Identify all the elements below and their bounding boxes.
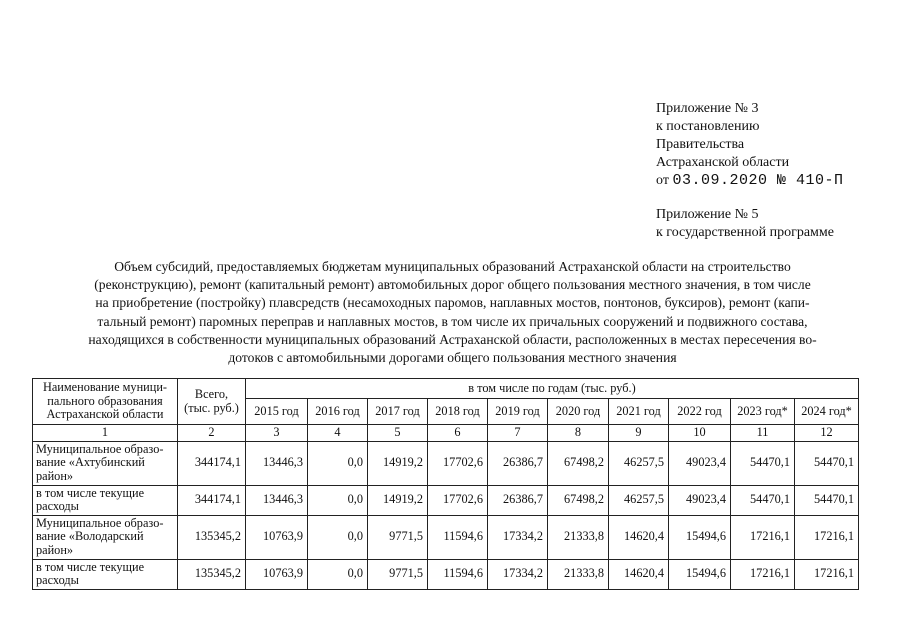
appendix-3-date-line: [656, 172, 896, 190]
header-year: 2017 год: [368, 399, 428, 425]
header-year: 2020 год: [548, 399, 609, 425]
row-value: 9771,5: [368, 559, 428, 589]
title-line: дотоков с автомобильными дорогами общего пользования местного значения: [228, 350, 677, 366]
document-title: [40, 258, 865, 367]
row-value: 10763,9: [246, 559, 308, 589]
appendix-3-line2: к постановлению: [656, 119, 760, 134]
column-number: 1: [33, 425, 178, 442]
column-number: 2: [178, 425, 246, 442]
appendix-5-line2: к государственной программе: [656, 225, 834, 240]
row-value: 17216,1: [731, 559, 795, 589]
header-total: Всего, (тыс. руб.): [178, 379, 246, 425]
row-value: 135345,2: [178, 515, 246, 559]
header-year: 2015 год: [246, 399, 308, 425]
header-municipality-name: Наименование муници- пального образования Астраханской области: [33, 379, 178, 425]
header-year: 2022 год: [669, 399, 731, 425]
appendix-3-block: [656, 100, 896, 190]
column-number-row: [33, 425, 859, 442]
column-number: 8: [548, 425, 609, 442]
row-value: 49023,4: [669, 441, 731, 485]
row-value: 0,0: [308, 441, 368, 485]
row-value: 14919,2: [368, 441, 428, 485]
row-value: 135345,2: [178, 559, 246, 589]
row-value: 17216,1: [731, 515, 795, 559]
header-year: 2019 год: [488, 399, 548, 425]
row-value: 46257,5: [609, 485, 669, 515]
handwritten-date-number: 03.09.2020 № 410-П: [672, 172, 844, 189]
row-value: 15494,6: [669, 559, 731, 589]
appendix-3-line4: Астраханской области: [656, 155, 790, 170]
table-row: [33, 515, 859, 559]
title-line: Объем субсидий, предоставляемых бюджетам муниципальных образований Астраханской области на строительство: [114, 259, 791, 274]
row-value: 17216,1: [795, 559, 859, 589]
header-by-years: в том числе по годам (тыс. руб.): [246, 379, 859, 399]
appendix-5-block: [656, 206, 834, 242]
row-value: 9771,5: [368, 515, 428, 559]
header-year: 2023 год*: [731, 399, 795, 425]
row-value: 344174,1: [178, 485, 246, 515]
row-value: 14620,4: [609, 515, 669, 559]
row-value: 54470,1: [731, 441, 795, 485]
row-value: 14919,2: [368, 485, 428, 515]
row-value: 49023,4: [669, 485, 731, 515]
header-year: 2016 год: [308, 399, 368, 425]
appendix-3-line3: Правительства: [656, 137, 745, 152]
row-value: 67498,2: [548, 485, 609, 515]
row-value: 17216,1: [795, 515, 859, 559]
title-line: на приобретение (постройку) плавсредств (несамоходных паромов, наплавных мостов, понтонов, буксиров), ремонт (капи-: [95, 295, 810, 311]
column-number: 5: [368, 425, 428, 442]
row-value: 54470,1: [731, 485, 795, 515]
row-value: 17702,6: [428, 485, 488, 515]
column-number: 11: [731, 425, 795, 442]
row-value: 17334,2: [488, 559, 548, 589]
column-number: 9: [609, 425, 669, 442]
row-value: 344174,1: [178, 441, 246, 485]
row-value: 0,0: [308, 515, 368, 559]
table-row: [33, 441, 859, 485]
row-value: 0,0: [308, 559, 368, 589]
subsidy-table: [32, 378, 859, 590]
row-value: 17334,2: [488, 515, 548, 559]
header-year: 2018 год: [428, 399, 488, 425]
table-header-row: [33, 379, 859, 399]
row-value: 11594,6: [428, 559, 488, 589]
header-year: 2021 год: [609, 399, 669, 425]
title-line: (реконструкцию), ремонт (капитальный ремонт) автомобильных дорог общего пользования местного значения, в том числе: [94, 277, 811, 293]
row-name: Муниципальное образо- вание «Ахтубинский район»: [33, 441, 178, 485]
row-value: 15494,6: [669, 515, 731, 559]
row-value: 26386,7: [488, 441, 548, 485]
row-value: 11594,6: [428, 515, 488, 559]
row-name: Муниципальное образо- вание «Володарский район»: [33, 515, 178, 559]
row-value: 26386,7: [488, 485, 548, 515]
row-value: 13446,3: [246, 485, 308, 515]
row-value: 17702,6: [428, 441, 488, 485]
appendix-5-title: Приложение № 5: [656, 207, 759, 222]
table-row: [33, 485, 859, 515]
appendix-3-title: Приложение № 3: [656, 101, 759, 116]
column-number: 7: [488, 425, 548, 442]
title-line: находящихся в собственности муниципальных образований Астраханской области, расположенных в местах пересечения во-: [88, 331, 817, 347]
column-number: 4: [308, 425, 368, 442]
column-number: 3: [246, 425, 308, 442]
row-value: 54470,1: [795, 485, 859, 515]
date-prefix: от: [656, 173, 669, 188]
column-number: 12: [795, 425, 859, 442]
row-value: 21333,8: [548, 515, 609, 559]
row-value: 14620,4: [609, 559, 669, 589]
header-year: 2024 год*: [795, 399, 859, 425]
row-name: в том числе текущие расходы: [33, 559, 178, 589]
table-row: [33, 559, 859, 589]
row-value: 0,0: [308, 485, 368, 515]
row-value: 54470,1: [795, 441, 859, 485]
row-value: 13446,3: [246, 441, 308, 485]
row-value: 10763,9: [246, 515, 308, 559]
row-value: 67498,2: [548, 441, 609, 485]
row-value: 46257,5: [609, 441, 669, 485]
column-number: 6: [428, 425, 488, 442]
title-line: тальный ремонт) паромных переправ и наплавных мостов, в том числе их причальных сооружений и подвижного состава,: [97, 313, 808, 329]
row-name: в том числе текущие расходы: [33, 485, 178, 515]
row-value: 21333,8: [548, 559, 609, 589]
column-number: 10: [669, 425, 731, 442]
